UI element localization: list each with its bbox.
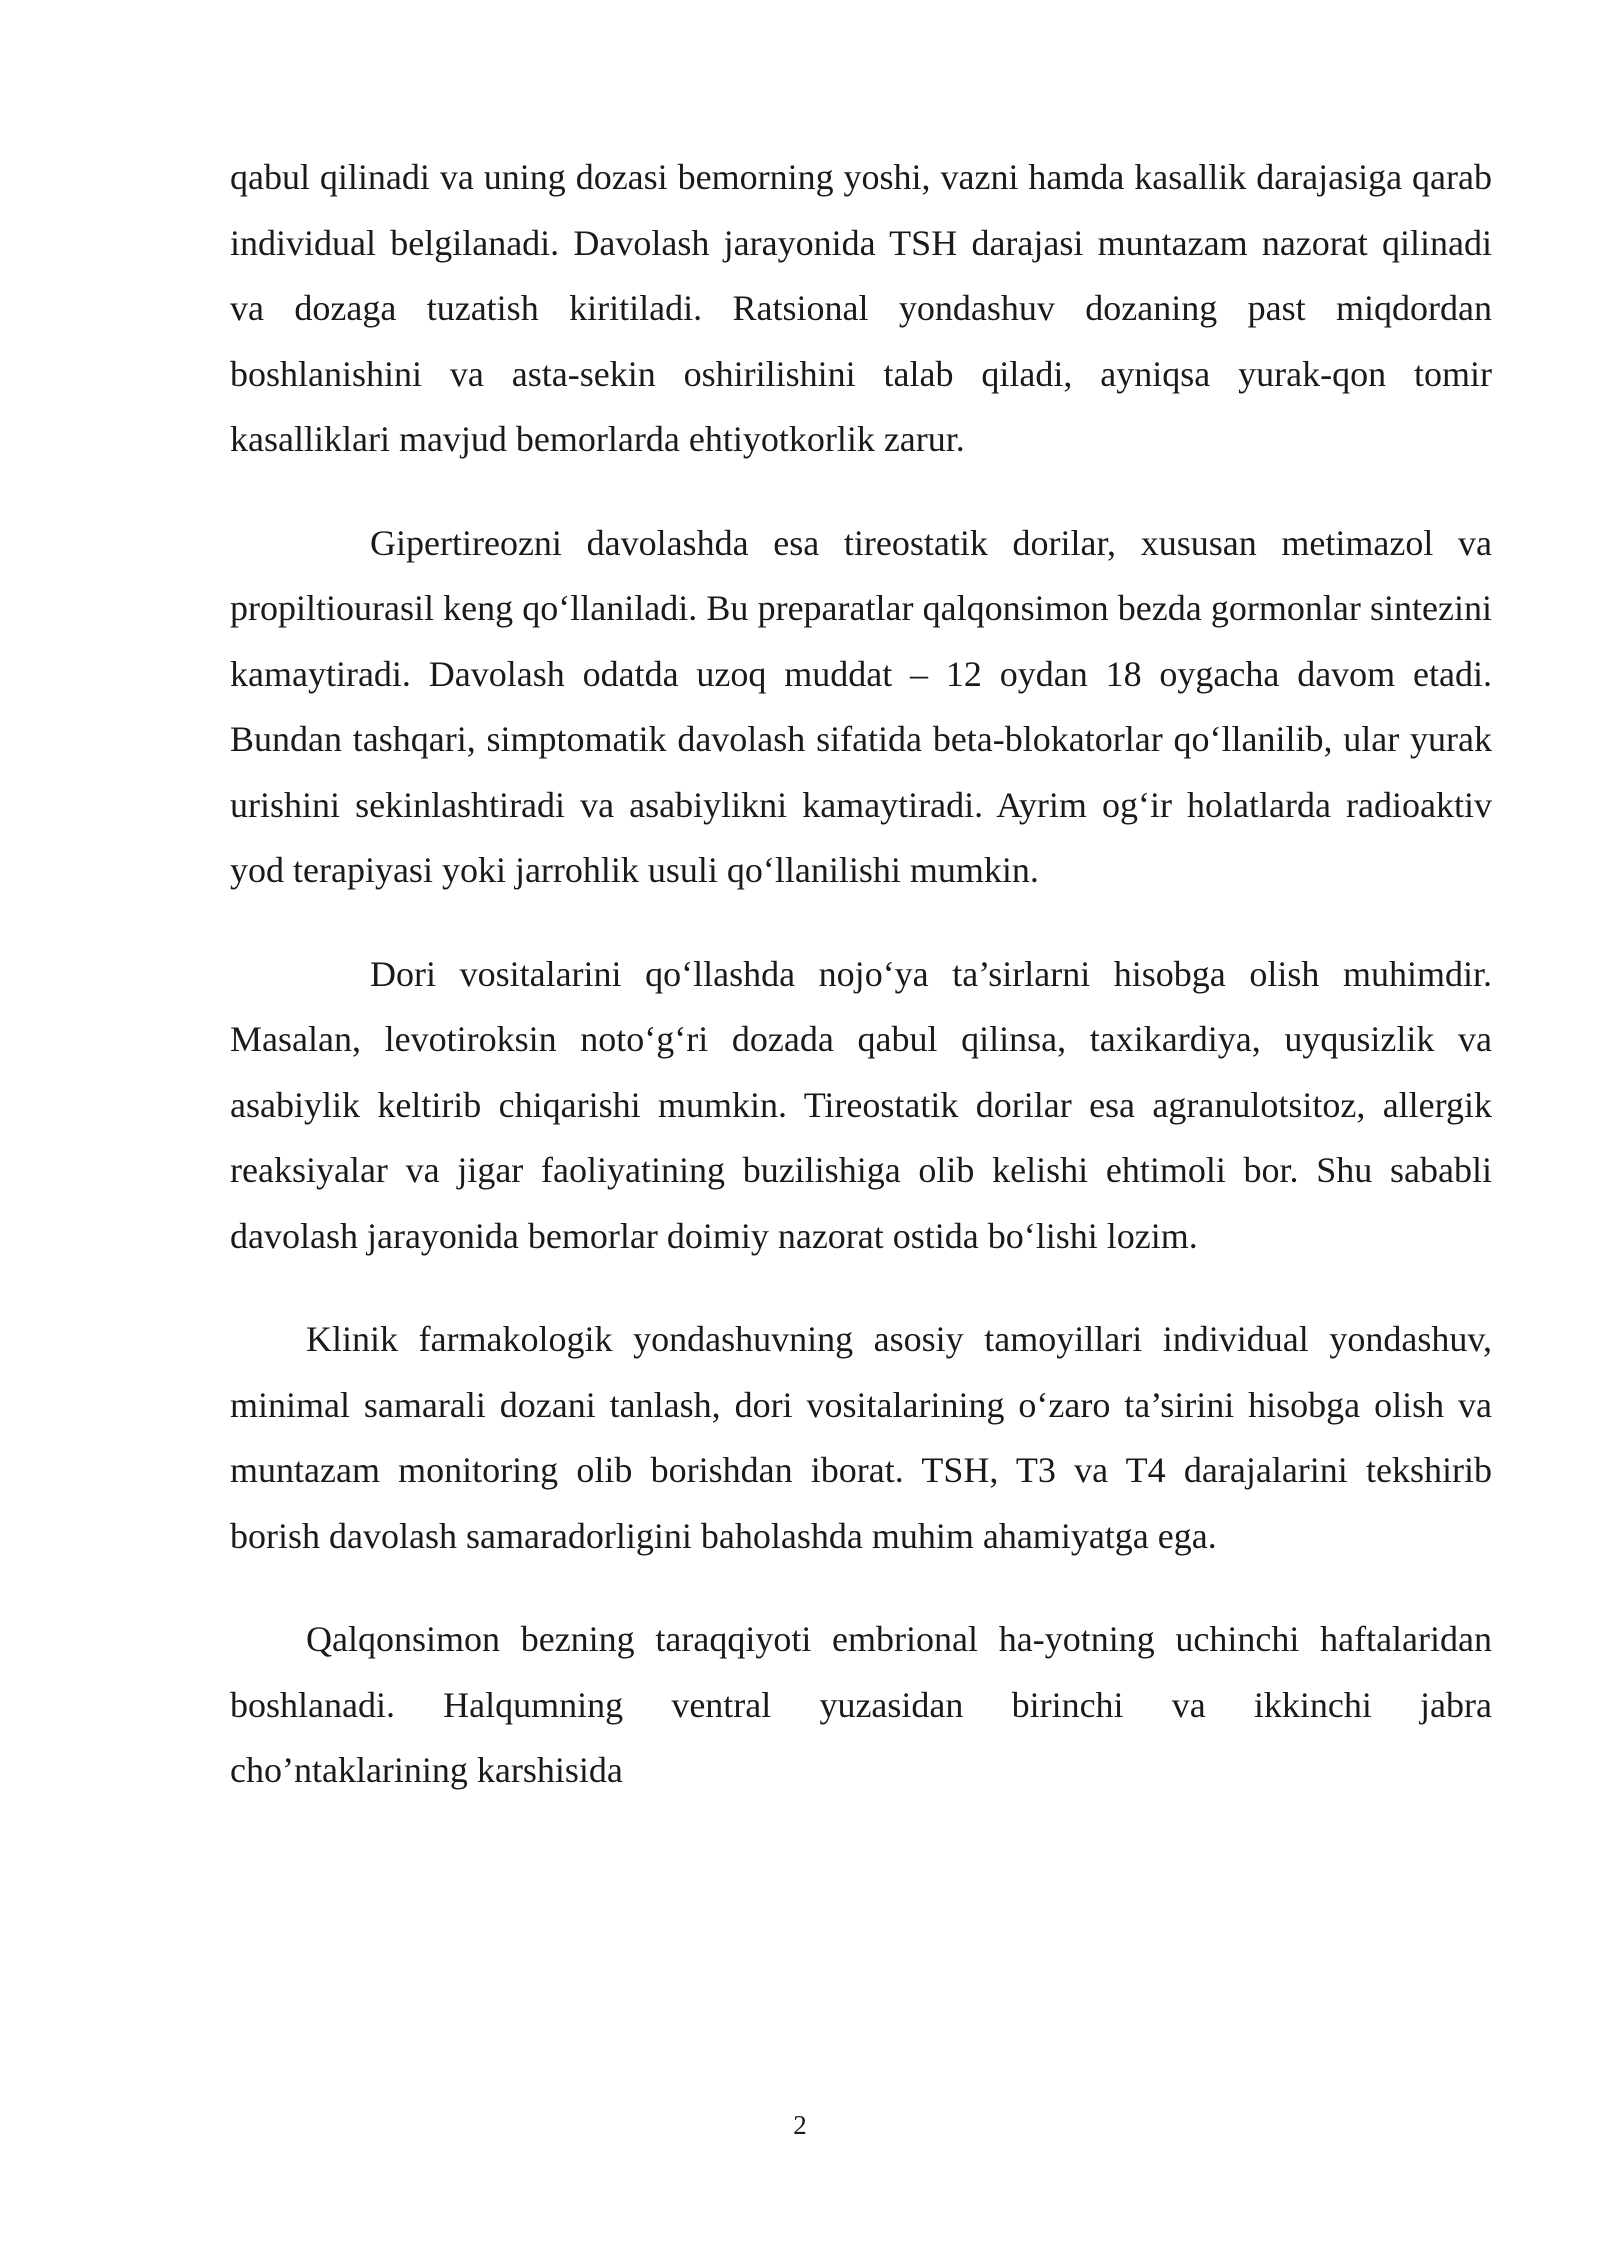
body-text [230,145,1492,1842]
page-number: 2 [793,2110,807,2140]
paragraph: qabul qilinadi va uning dozasi bemorning yoshi, vazni hamda kasallik darajasiga qarab individual belgilanadi. Davolash jarayonida TSH darajasi muntazam nazorat qilinadi va dozaga tuzatish kiritiladi. Ratsional yondashuv dozaning past miqdordan boshlanishini va asta-sekin oshirilishini talab qiladi, ayniqsa yurak-qon tomir kasalliklari mavjud bemorlarda ehtiyotkorlik zarur. [230,157,1492,459]
paragraph: Dori vositalarini qo‘llashda nojo‘ya ta’sirlarni hisobga olish muhimdir. Masalan, levotiroksin noto‘g‘ri dozada qabul qilinsa, taxikardiya, uyqusizlik va asabiylik keltirib chiqarishi mumkin. Tireostatik dorilar esa agranulotsitoz, allergik reaksiyalar va jigar faoliyatining buzilishiga olib kelishi ehtimoli bor. Shu sababli davolash jarayonida bemorlar doimiy nazorat ostida bo‘lishi lozim. [230,953,1492,1256]
paragraph: Gipertireozni davolashda esa tireostatik dorilar, xususan metimazol va propiltiourasil keng qo‘llaniladi. Bu preparatlar qalqonsimon bezda gormonlar sintezini kamaytiradi. Davolash odatda uzoq muddat – 12 oydan 18 oygacha davom etadi. Bundan tashqari, simptomatik davolash sifatida beta-blokatorlar qo‘llanilib, ular yurak urishini sekinlashtiradi va asabiylikni kamaytiradi. Ayrim og‘ir holatlarda radioaktiv yod terapiyasi yoki jarrohlik usuli qo‘llanilishi mumkin. [230,522,1492,890]
paragraph: Qalqonsimon bezning taraqqiyoti embrional ha-yotning uchinchi haftalaridan boshlanadi. Halqumning ventral yuzasidan birinchi va ikkinchi jabra [230,1619,1492,1725]
paragraph: Klinik farmakologik yondashuvning asosiy tamoyillari individual yondashuv, minimal samarali dozani tanlash, dori vositalarining o‘zaro ta’sirini hisobga olish va muntazam monitoring olib borishdan iborat. TSH, T3 va T4 darajalarini tekshirib borish davolash samaradorligini baholashda muhim ahamiyatga ega. [230,1319,1492,1556]
paragraph-continuation: cho’ntaklarining karshisida [230,1750,623,1790]
